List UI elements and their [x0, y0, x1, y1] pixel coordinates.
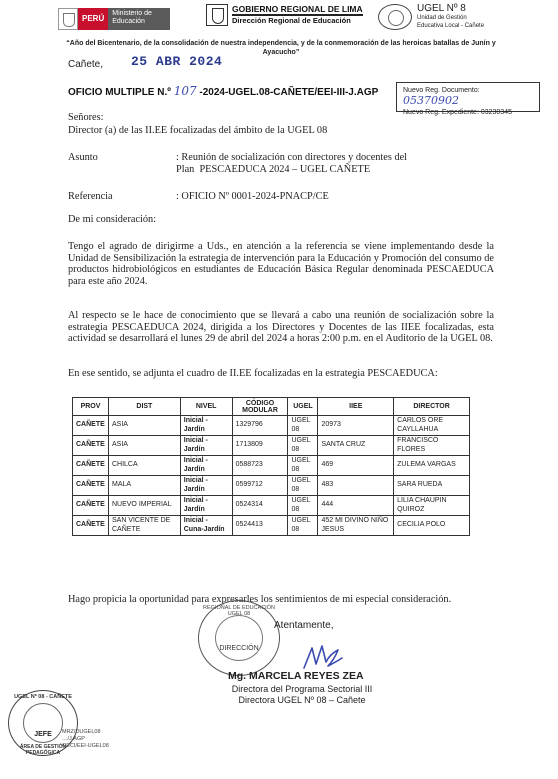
ref-line-3: GECI/EEI-UGEL08 — [62, 743, 109, 749]
cell-prov: CAÑETE — [73, 416, 109, 436]
cell-ugel: UGEL 08 — [288, 456, 318, 476]
seal-label: DIRECCIÓN — [219, 645, 259, 652]
cell-director: SARA RUEDA — [394, 476, 470, 496]
cell-prov: CAÑETE — [73, 456, 109, 476]
cell-ugel: UGEL 08 — [288, 436, 318, 456]
referencia-value: : OFICIO Nº 0001-2024-PNACP/CE — [176, 191, 329, 202]
cell-director: ZULEMA VARGAS — [394, 456, 470, 476]
gob-title: GOBIERNO REGIONAL DE LIMA — [232, 4, 363, 14]
col-director: DIRECTOR — [394, 398, 470, 416]
signer-role-2: Directora UGEL Nº 08 – Cañete — [238, 695, 366, 705]
col-dist: DIST — [108, 398, 180, 416]
cell-iiee: 444 — [318, 496, 394, 516]
reg-doc-label: Nuevo Reg. Documento: — [403, 87, 480, 94]
cell-director: CARLOS ORE CAYLLAHUA — [394, 416, 470, 436]
cell-director: CECILIA POLO — [394, 516, 470, 536]
greeting: De mi consideración: — [68, 214, 157, 225]
cell-prov: CAÑETE — [73, 436, 109, 456]
cell-iiee: 452 MI DIVINO NIÑO JESUS — [318, 516, 394, 536]
reg-doc-value: 05370902 — [403, 94, 459, 107]
oficio-handwritten-number: 107 — [173, 84, 197, 98]
ugel-sub2: Educativa Local - Cañete — [417, 23, 485, 29]
cell-ugel: UGEL 08 — [288, 476, 318, 496]
seal2-top-text: UGEL Nº 08 - CAÑETE — [14, 694, 72, 700]
table-header-row — [73, 398, 470, 416]
oficio-suffix: -2024-UGEL.08-CAÑETE/EEI-III-J.AGP — [199, 87, 379, 98]
cell-codigo: 0524413 — [232, 516, 288, 536]
peru-shield-icon — [58, 8, 78, 30]
date-stamp: 25 ABR 2024 — [131, 54, 223, 69]
paragraph-1: Tengo el agrado de dirigirme a Uds., en atención a la referencia se viene implementando desde la Unidad de Sensibilización la estrategia de intervención para la Educación y Promoción del consumo de productos hidrobiológicos en estudiantes de Educación Básica Regular denominada PESCAEDUCA para este año 2024. — [68, 241, 494, 287]
cell-codigo: 0524314 — [232, 496, 288, 516]
regional-government-logo — [206, 4, 363, 26]
cell-dist: SAN VICENTE DE CAÑETE — [108, 516, 180, 536]
cell-nivel: Inicial - Jardín — [180, 436, 232, 456]
cell-dist: ASIA — [108, 416, 180, 436]
referencia-label: Referencia — [68, 191, 113, 202]
cell-iiee: 483 — [318, 476, 394, 496]
gob-subtitle: Dirección Regional de Educación — [232, 16, 351, 25]
ministry-label: Ministerio de Educación — [108, 8, 170, 30]
oficio-number-line — [68, 84, 378, 98]
signer-role-1: Directora del Programa Sectorial III — [231, 684, 373, 694]
cell-dist: CHILCA — [108, 456, 180, 476]
table-row — [73, 496, 470, 516]
peru-label: PERÚ — [78, 8, 108, 30]
col-prov: PROV — [73, 398, 109, 416]
seal-ring-text: REGIONAL DE EDUCACIÓN UGEL 08 — [203, 605, 275, 617]
seal2-label: JEFE — [34, 731, 52, 738]
ugel-sub1: Unidad de Gestión — [417, 15, 467, 21]
cell-iiee: 469 — [318, 456, 394, 476]
closing-sentence: Hago propicia la oportunidad para expresarles los sentimientos de mi especial consideración. — [68, 594, 452, 605]
cell-ugel: UGEL 08 — [288, 516, 318, 536]
place: Cañete, — [68, 59, 104, 70]
cell-dist: NUEVO IMPERIAL — [108, 496, 180, 516]
initials-reference — [62, 729, 109, 750]
cell-ugel: UGEL 08 — [288, 496, 318, 516]
cell-director: LILIA CHAUPIN QUIROZ — [394, 496, 470, 516]
table-row — [73, 476, 470, 496]
paragraph-3: En ese sentido, se adjunta el cuadro de II.EE focalizadas en la estrategia PESCAEDUCA: — [68, 368, 438, 379]
cell-dist: MALA — [108, 476, 180, 496]
asunto-value: : Reunión de socialización con directores y docentes del Plan PESCAEDUCA 2024 – UGEL CAÑETE — [176, 152, 408, 175]
table-row — [73, 456, 470, 476]
registry-box — [396, 82, 540, 116]
cell-prov: CAÑETE — [73, 516, 109, 536]
cell-prov: CAÑETE — [73, 476, 109, 496]
cell-nivel: Inicial - Cuna-Jardín — [180, 516, 232, 536]
lima-shield-icon — [206, 4, 228, 26]
cell-nivel: Inicial - Jardín — [180, 416, 232, 436]
cell-nivel: Inicial - Jardín — [180, 496, 232, 516]
atentamente: Atentamente, — [274, 620, 334, 631]
cell-codigo: 0588723 — [232, 456, 288, 476]
cell-director: FRANCISCO FLORES — [394, 436, 470, 456]
col-ugel: UGEL — [288, 398, 318, 416]
focalized-schools-table — [72, 397, 470, 536]
cell-nivel: Inicial - Jardín — [180, 476, 232, 496]
col-codigo: CÓDIGO MODULAR — [232, 398, 288, 416]
reg-exp-label: Nuevo Reg. Expediente: — [403, 109, 479, 116]
col-iiee: IIEE — [318, 398, 394, 416]
handwritten-signature — [300, 640, 346, 674]
ref-line-2: …/J.AGP — [62, 736, 85, 742]
peru-ministry-logo — [58, 8, 170, 30]
seal2-bottom-text: ÁREA DE GESTIÓN PEDAGÓGICA — [19, 744, 67, 756]
ref-line-1: MRZ/DUGEL08 — [62, 729, 101, 735]
col-nivel: NIVEL — [180, 398, 232, 416]
reg-exp-value: 03230345 — [480, 109, 512, 116]
cell-codigo: 1713809 — [232, 436, 288, 456]
ugel-logo — [378, 3, 484, 30]
table-row — [73, 516, 470, 536]
signer-name: Mg. MARCELA REYES ZEA — [228, 670, 364, 682]
salutation: Señores: — [68, 112, 104, 123]
seal-emblem-icon — [215, 615, 263, 661]
cell-iiee: 20973 — [318, 416, 394, 436]
ugel-name: UGEL Nº 8 — [417, 3, 466, 14]
cell-dist: ASIA — [108, 436, 180, 456]
direction-seal — [198, 600, 280, 676]
table-row — [73, 436, 470, 456]
year-slogan: “Año del Bicentenario, de la consolidación de nuestra independencia, y de la conmemoración de las heroicas batallas de Junín y Ayacucho” — [66, 40, 496, 56]
cell-codigo: 0599712 — [232, 476, 288, 496]
cell-ugel: UGEL 08 — [288, 416, 318, 436]
ugel-emblem-icon — [378, 4, 412, 30]
asunto-label: Asunto — [68, 152, 98, 163]
oficio-prefix: OFICIO MULTIPLE N.º — [68, 87, 171, 98]
cell-nivel: Inicial - Jardín — [180, 456, 232, 476]
cell-codigo: 1329796 — [232, 416, 288, 436]
paragraph-2: Al respecto se le hace de conocimiento que se llevará a cabo una reunión de socialización sobre la estrategia PESCAEDUCA 2024, dirigida a los Directores y Docentes de las IIEE focalizadas, esta actividad se desarrollará el lunes 29 de abril del 2024 a horas 2:00 p.m. en el Auditorio de la UGEL 08. — [68, 310, 494, 345]
addressee: Director (a) de las II.EE focalizadas del ámbito de la UGEL 08 — [68, 125, 328, 136]
table-row — [73, 416, 470, 436]
cell-iiee: SANTA CRUZ — [318, 436, 394, 456]
signer-role — [212, 684, 392, 706]
cell-prov: CAÑETE — [73, 496, 109, 516]
